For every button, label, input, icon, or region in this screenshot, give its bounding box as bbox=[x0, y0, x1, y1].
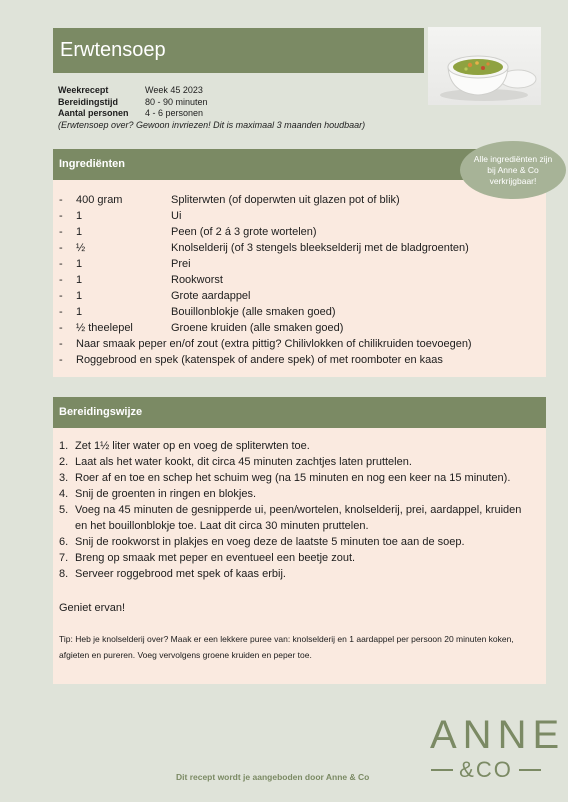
step-item: 5. Voeg na 45 minuten de gesnipperde ui, peen/wortelen, knolselderij, prei, aardappel, kruiden en het bouillonblokje toe. Laat dit circa 30 minuten pruttelen. bbox=[59, 504, 522, 532]
step-item: 4. Snij de groenten in ringen en blokjes. bbox=[59, 488, 257, 500]
ingredient-row: - 1 Prei bbox=[59, 258, 191, 270]
logo-wordmark: ANNE bbox=[430, 713, 566, 757]
ingredient-extra: - Roggebrood en spek (katenspek of andere spek) of met roomboter en kaas bbox=[59, 354, 443, 366]
ingredients-list bbox=[53, 180, 546, 377]
ingredient-extra: - Naar smaak peper en/of zout (extra pittig? Chilivlokken of chilikruiden toevoegen) bbox=[59, 338, 472, 350]
tip-text: Tip: Heb je knolselderij over? Maak er een lekkere puree van: knolselderij en 1 aardappel per persoon 20 minuten koken, afgieten en pureren. Voeg vervolgens groene kruiden en peper toe. bbox=[59, 634, 514, 660]
meta-servings: Aantal personen 4 - 6 personen bbox=[58, 108, 204, 118]
ingredient-row: - 400 gram Spliterwten (of doperwten uit glazen pot of blik) bbox=[59, 194, 400, 206]
preparation-body bbox=[53, 428, 546, 684]
ingredients-heading: Ingrediënten bbox=[53, 149, 546, 180]
ingredient-row: - 1 Bouillonblokje (alle smaken goed) bbox=[59, 306, 336, 318]
ingredient-row: - 1 Rookworst bbox=[59, 274, 223, 286]
freeze-note: (Erwtensoep over? Gewoon invriezen! Dit is maximaal 3 maanden houdbaar) bbox=[58, 119, 366, 130]
step-item: 8. Serveer roggebrood met spek of kaas erbij. bbox=[59, 568, 286, 580]
preparation-steps bbox=[59, 438, 534, 582]
recipe-title: Erwtensoep bbox=[53, 28, 424, 73]
footer-credit: Dit recept wordt je aangeboden door Anne & Co bbox=[176, 772, 370, 782]
recipe-meta bbox=[58, 85, 365, 131]
ingredient-row: - ½ Knolselderij (of 3 stengels bleekselderij met de bladgroenten) bbox=[59, 242, 469, 254]
step-item: 3. Roer af en toe en schep het schuim weg (na 15 minuten en nog een keer na 15 minuten). bbox=[59, 472, 511, 484]
ingredient-row: - 1 Grote aardappel bbox=[59, 290, 251, 302]
step-item: 6. Snij de rookworst in plakjes en voeg deze de laatste 5 minuten toe aan de soep. bbox=[59, 536, 465, 548]
ingredient-row: - 1 Peen (of 2 á 3 grote wortelen) bbox=[59, 226, 317, 238]
step-item: 7. Breng op smaak met peper en eventueel een beetje zout. bbox=[59, 552, 356, 564]
step-item: 1. Zet 1½ liter water op en voeg de spliterwten toe. bbox=[59, 440, 310, 452]
step-item: 2. Laat als het water kookt, dit circa 45 minuten zachtjes laten pruttelen. bbox=[59, 456, 412, 468]
ingredient-row: - 1 Ui bbox=[59, 210, 182, 222]
meta-week: Weekrecept Week 45 2023 bbox=[58, 85, 203, 95]
logo-subline: &CO bbox=[430, 757, 542, 783]
soup-bowl-image bbox=[428, 27, 541, 105]
soup-photo bbox=[428, 27, 541, 105]
meta-prep-time: Bereidingstijd 80 - 90 minuten bbox=[58, 96, 208, 107]
availability-badge: Alle ingrediënten zijn bij Anne & Co verkrijgbaar! bbox=[460, 141, 566, 199]
closing-text: Geniet ervan! bbox=[59, 602, 126, 614]
ingredient-row: - ½ theelepel Groene kruiden (alle smaken goed) bbox=[59, 322, 344, 334]
preparation-heading: Bereidingswijze bbox=[53, 397, 546, 428]
anne-co-logo bbox=[430, 713, 566, 783]
